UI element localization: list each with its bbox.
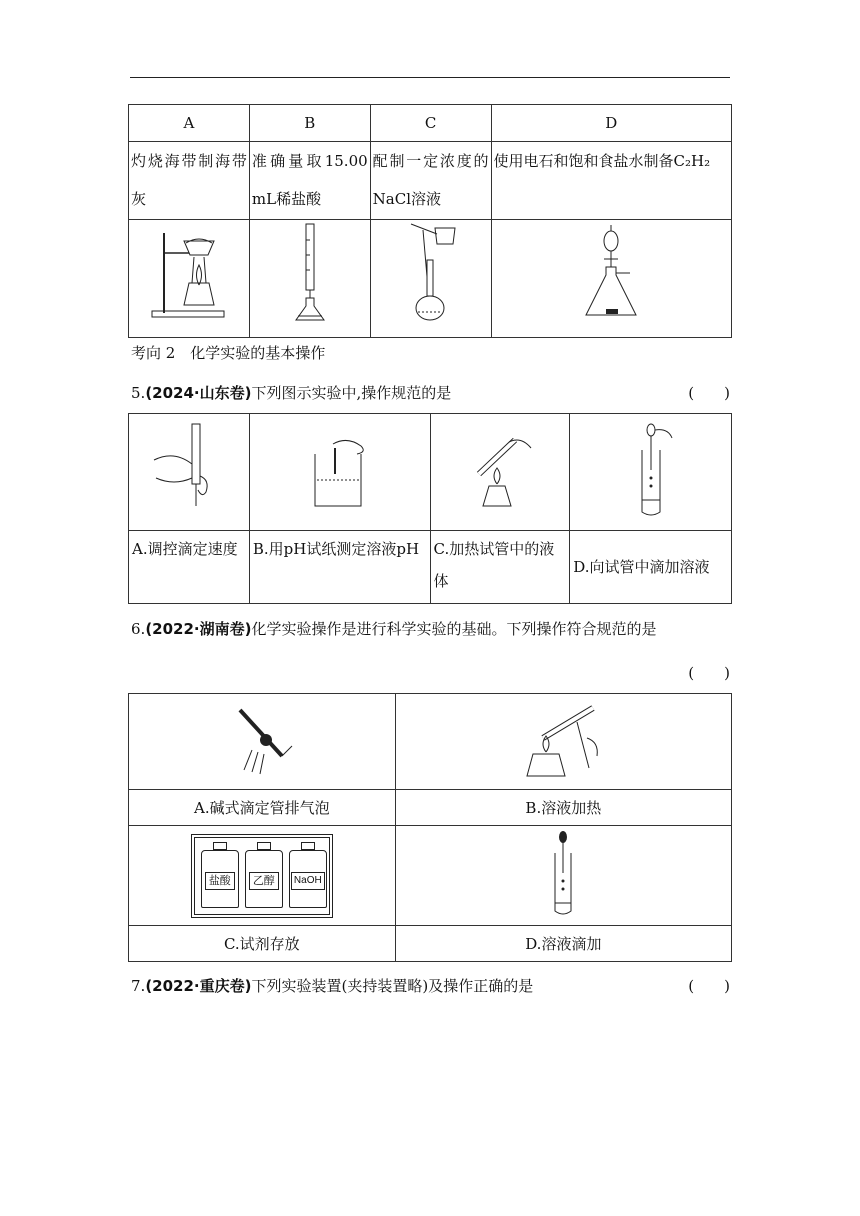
q5-text: 下列图示实验中,操作规范的是: [251, 384, 452, 402]
col-b-header: B: [249, 105, 370, 142]
ph-paper-figure: [249, 414, 430, 531]
col-d-header: D: [491, 105, 731, 142]
titration-control-figure: [129, 414, 250, 531]
section-title: 考向 2 化学实验的基本操作: [131, 344, 326, 362]
q6-option-a[interactable]: A.碱式滴定管排气泡: [129, 790, 396, 826]
burette-flask-figure: [249, 220, 370, 338]
solution-heating-figure: [395, 694, 731, 790]
volumetric-flask-figure: [370, 220, 491, 338]
q6-option-b[interactable]: B.溶液加热: [395, 790, 731, 826]
options-table-q6: [128, 693, 732, 962]
dropper-solution-figure: [395, 826, 731, 926]
q5-number: 5.: [131, 384, 146, 402]
q6-source: (2022·湖南卷): [145, 620, 252, 638]
question-5-stem: [131, 382, 731, 403]
option-a-text: 灼烧海带制海带灰: [129, 142, 250, 220]
header-rule: [130, 77, 730, 78]
col-c-header: C: [370, 105, 491, 142]
q5-source: (2024·山东卷): [145, 384, 252, 402]
burette-bubble-figure: [129, 694, 396, 790]
col-a-header: A: [129, 105, 250, 142]
q6-text: 化学实验操作是进行科学实验的基础。下列操作符合规范的是: [251, 620, 657, 638]
q7-answer-blank[interactable]: ( ): [688, 977, 730, 995]
option-d-text: 使用电石和饱和食盐水制备C₂H₂: [491, 142, 731, 220]
q5-option-c[interactable]: C.加热试管中的液体: [430, 531, 570, 604]
separatory-funnel-figure: [491, 220, 731, 338]
option-b-text: 准确量取15.00 mL稀盐酸: [249, 142, 370, 220]
dropper-test-tube-figure: [570, 414, 732, 531]
label-naoh: NaOH: [291, 872, 325, 890]
q5-option-a[interactable]: A.调控滴定速度: [129, 531, 250, 604]
q6-option-d[interactable]: D.溶液滴加: [395, 926, 731, 962]
q5-option-b[interactable]: B.用pH试纸测定溶液pH: [249, 531, 430, 604]
q6-number: 6.: [131, 620, 146, 638]
q5-option-d[interactable]: D.向试管中滴加溶液: [570, 531, 732, 604]
reagent-storage-figure: [129, 826, 396, 926]
q6-option-c[interactable]: C.试剂存放: [129, 926, 396, 962]
question-7-stem: [131, 975, 731, 996]
q7-source: (2022·重庆卷): [145, 977, 252, 995]
question-6-stem: [131, 618, 731, 639]
crucible-heating-figure: [129, 220, 250, 338]
option-c-text: 配制一定浓度的NaCl溶液: [370, 142, 491, 220]
q7-number: 7.: [131, 977, 146, 995]
apparatus-table-q4: [128, 104, 732, 338]
q6-answer-blank[interactable]: ( ): [688, 664, 730, 682]
q7-text: 下列实验装置(夹持装置略)及操作正确的是: [251, 977, 534, 995]
label-hydrochloric-acid: 盐酸: [205, 872, 235, 890]
heating-test-tube-figure: [430, 414, 570, 531]
options-table-q5: [128, 413, 732, 604]
label-ethanol: 乙醇: [249, 872, 279, 890]
q5-answer-blank[interactable]: ( ): [688, 384, 730, 402]
